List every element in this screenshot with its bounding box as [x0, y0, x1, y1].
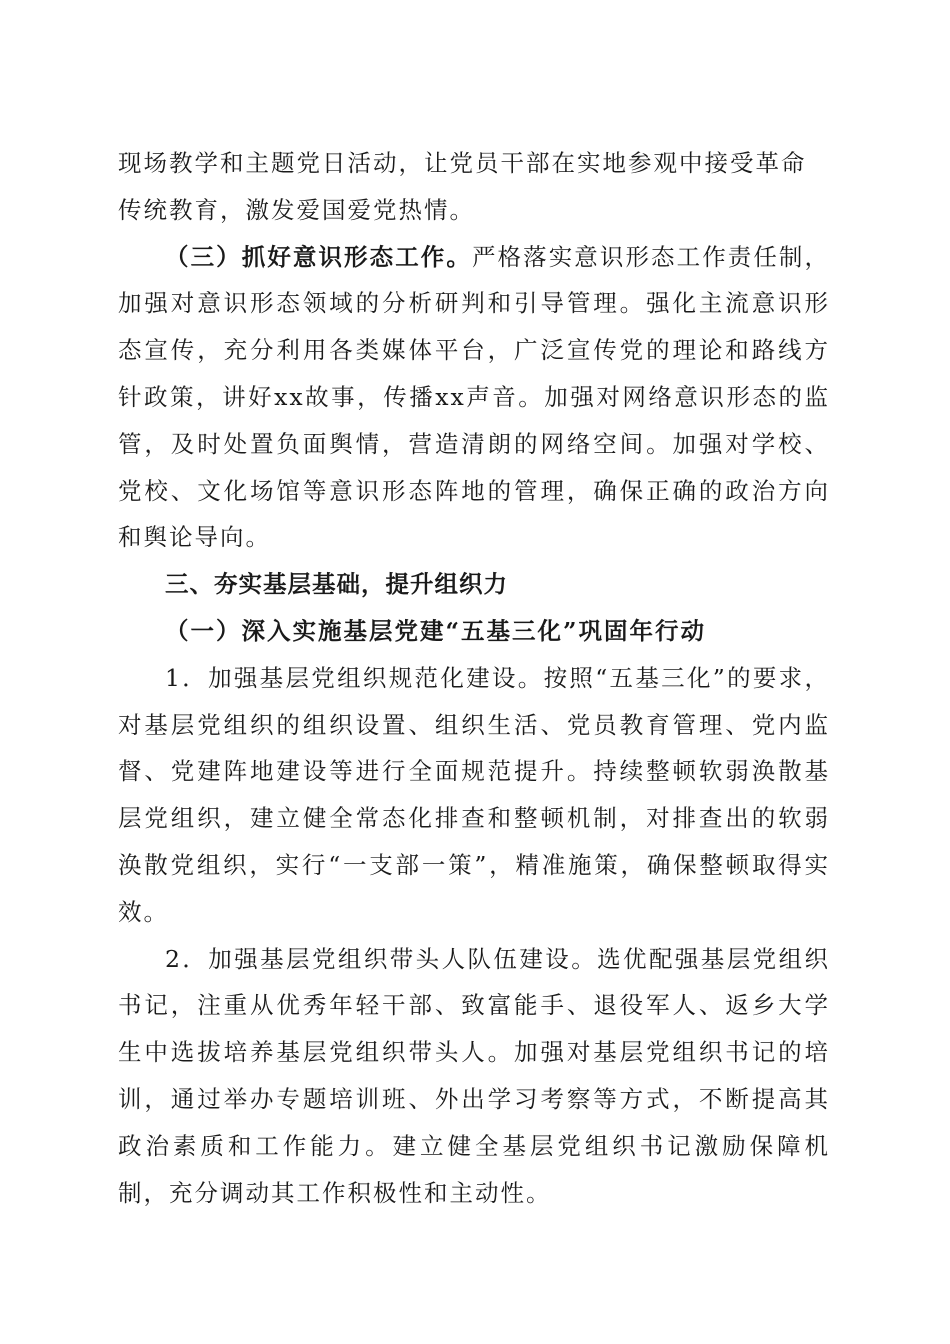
ideology-work-body: 严格落实意识形态工作责任制，加强对意识形态领域的分析研判和引导管理。强化主流意识形态宣传，充分利用各类媒体平台，广泛宣传党的理论和路线方针政策，讲好xx故事，传播xx声音。加强对网络意识形态的监管，及时处置负面舆情，营造清朗的网络空间。加强对学校、党校、文化场馆等意识形态阵地的管理，确保正确的政治方向和舆论导向。: [118, 242, 831, 552]
paragraph-continuation: [118, 140, 830, 234]
sub-section-heading: （一）深入实施基层党建“五基三化”巩固年行动: [165, 616, 707, 645]
paragraph-item-2: 2．加强基层党组织带头人队伍建设。选优配强基层党组织书记，注重从优秀年轻干部、致富能手、退役军人、返乡大学生中选拔培养基层党组织带头人。加强对基层党组织书记的培训，通过举办专题培训班、外出学习考察等方式，不断提高其政治素质和工作能力。建立健全基层党组织书记激励保障机制，充分调动其工作积极性和主动性。: [118, 944, 830, 1207]
paragraph-ideology-work: [118, 234, 830, 562]
ideology-work-lead: （三）抓好意识形态工作。: [165, 242, 472, 271]
section-heading: 三、夯实基层基础，提升组织力: [165, 570, 508, 599]
document-body: [118, 140, 830, 1216]
continuation-line-1: 现场教学和主题党日活动，让党员干部在实地参观中接受革命: [118, 149, 807, 177]
continuation-line-2: 传统教育，激发爱国爱党热情。: [118, 195, 475, 224]
paragraph-item-1: 1．加强基层党组织规范化建设。按照“五基三化”的要求，对基层党组织的组织设置、组织生活、党员教育管理、党内监督、党建阵地建设等进行全面规范提升。持续整顿软弱涣散基层党组织，建立健全常态化排查和整顿机制，对排查出的软弱涣散党组织，实行“一支部一策”，精准施策，确保整顿取得实效。: [118, 663, 830, 926]
